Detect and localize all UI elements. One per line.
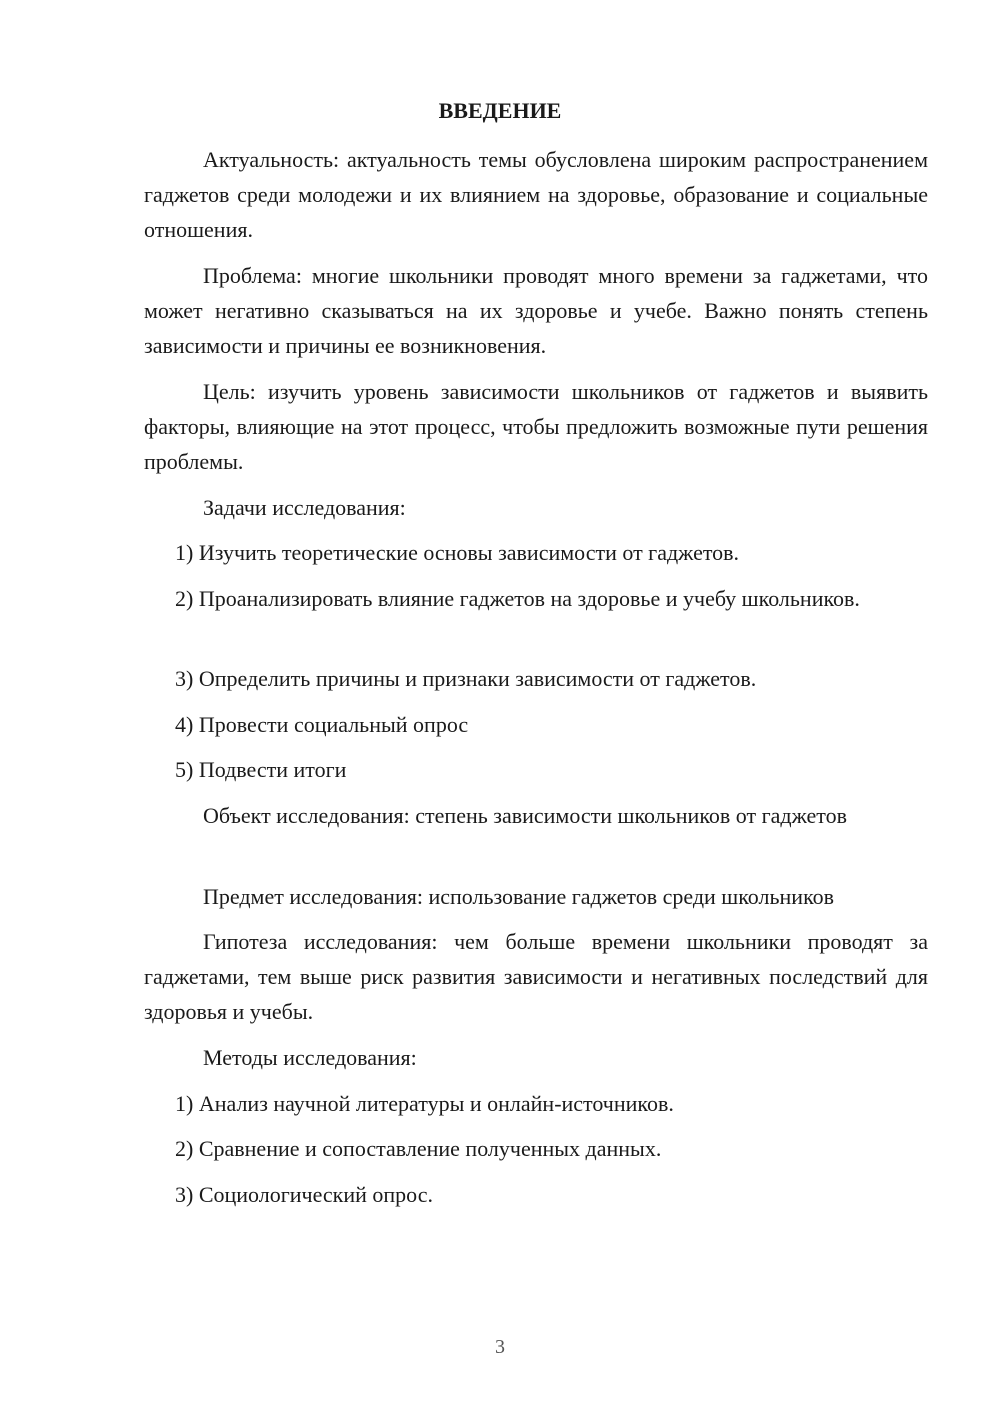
paragraph-problem: Проблема: многие школьники проводят много времени за гаджетами, что может негативно сказываться на их здоровье и учебе. Важно понять степень зависимости и причины ее возникновения.: [144, 263, 928, 358]
methods-heading: Методы исследования:: [203, 1045, 417, 1070]
task-item: 1) Изучить теоретические основы зависимости от гаджетов.: [175, 540, 740, 565]
task-item: 2) Проанализировать влияние гаджетов на здоровье и учебу школьников.: [175, 586, 860, 611]
paragraph-goal: Цель: изучить уровень зависимости школьников от гаджетов и выявить факторы, влияющие на этот процесс, чтобы предложить возможные пути решения проблемы.: [144, 379, 928, 474]
method-item: 3) Социологический опрос.: [175, 1182, 433, 1207]
section-title: ВВЕДЕНИЕ: [438, 98, 562, 123]
method-item: 2) Сравнение и сопоставление полученных данных.: [175, 1136, 662, 1161]
task-item: 4) Провести социальный опрос: [175, 712, 469, 737]
paragraph-hypothesis: Гипотеза исследования: чем больше времени школьники проводят за гаджетами, тем выше риск развития зависимости и негативных последствий для здоровья и учебы.: [144, 929, 928, 1024]
paragraph-relevance: Актуальность: актуальность темы обусловлена широким распространением гаджетов среди молодежи и их влиянием на здоровье, образование и социальные отношения.: [144, 147, 928, 242]
paragraph-subject: Предмет исследования: использование гаджетов среди школьников: [203, 884, 835, 909]
task-item: 3) Определить причины и признаки зависимости от гаджетов.: [175, 666, 757, 691]
method-item: 1) Анализ научной литературы и онлайн-источников.: [175, 1091, 674, 1116]
tasks-heading: Задачи исследования:: [203, 495, 406, 520]
page-number: 3: [495, 1336, 505, 1358]
paragraph-object: Объект исследования: степень зависимости школьников от гаджетов: [203, 803, 847, 828]
task-item: 5) Подвести итоги: [175, 757, 347, 782]
